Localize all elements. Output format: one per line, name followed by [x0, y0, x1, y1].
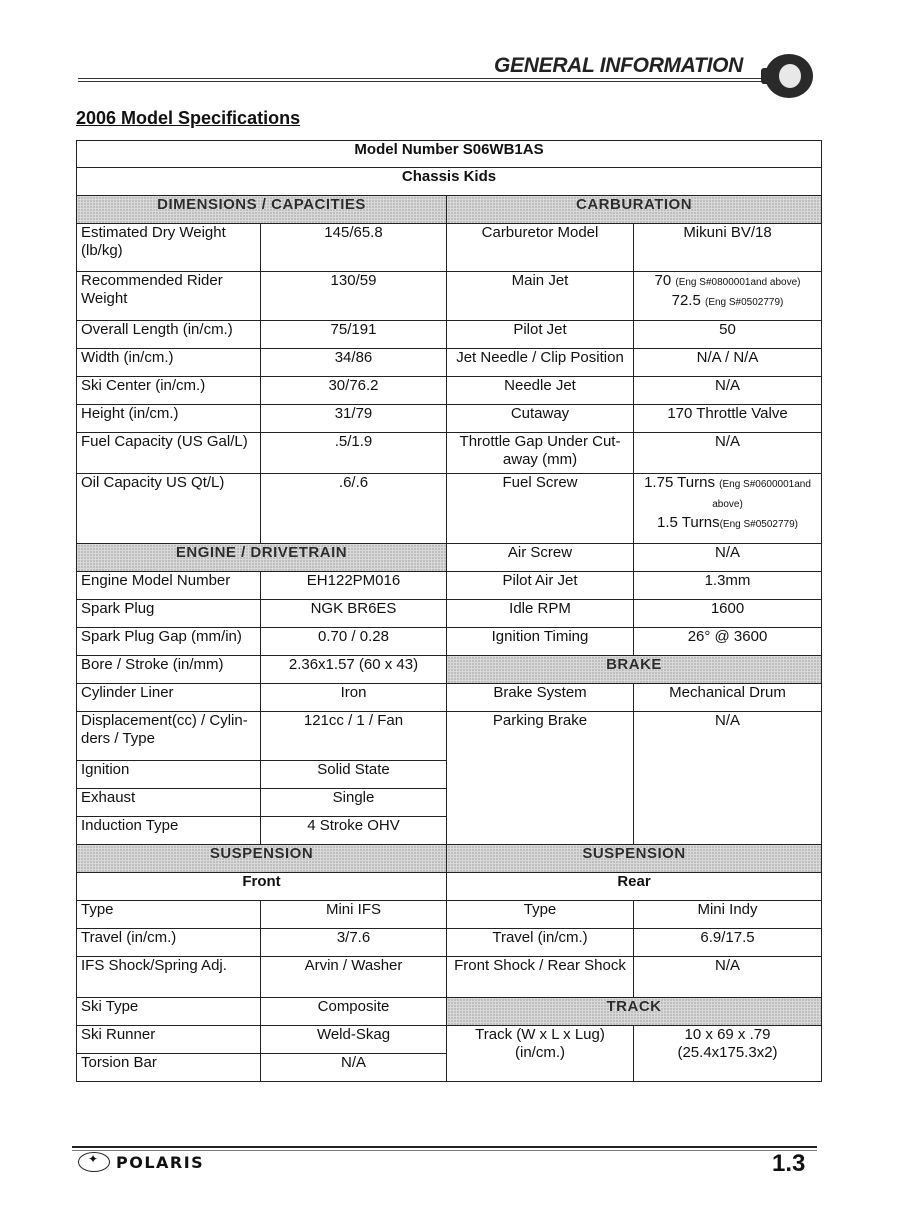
spec-label: Torsion Bar [77, 1054, 261, 1082]
spec-label: Ignition [77, 761, 261, 789]
spec-value: 145/65.8 [261, 224, 447, 272]
spec-label: Width (in/cm.) [77, 349, 261, 377]
spec-value: 3/7.6 [261, 929, 447, 957]
spec-value: 6.9/17.5 [634, 929, 822, 957]
section-suspension-rear: SUSPENSION [447, 845, 822, 873]
spec-label: Jet Needle / Clip Position [447, 349, 634, 377]
spec-label: Spark Plug Gap (mm/in) [77, 628, 261, 656]
spec-value: N/A [634, 377, 822, 405]
spec-value: 170 Throttle Valve [634, 405, 822, 433]
spec-label: Ski Runner [77, 1026, 261, 1054]
spec-label: Cylinder Liner [77, 684, 261, 712]
spec-label: Exhaust [77, 789, 261, 817]
spec-label: Type [77, 901, 261, 929]
spec-label: Overall Length (in/cm.) [77, 321, 261, 349]
spec-label: Spark Plug [77, 600, 261, 628]
spec-value: Solid State [261, 761, 447, 789]
spec-value: Mechanical Drum [634, 684, 822, 712]
header-rule [78, 78, 768, 82]
spec-value: 50 [634, 321, 822, 349]
spec-label: Induction Type [77, 817, 261, 845]
spec-value: NGK BR6ES [261, 600, 447, 628]
polaris-star-icon [78, 1152, 110, 1172]
spec-label: Bore / Stroke (in/mm) [77, 656, 261, 684]
spec-value: 0.70 / 0.28 [261, 628, 447, 656]
front-heading: Front [77, 873, 447, 901]
section-brake: BRAKE [447, 656, 822, 684]
spec-label: Fuel Screw [447, 474, 634, 544]
section-carburation: CARBURATION [447, 196, 822, 224]
spec-value: 1600 [634, 600, 822, 628]
spec-value: 130/59 [261, 272, 447, 321]
spec-label: Cutaway [447, 405, 634, 433]
spec-value: N/A [634, 433, 822, 474]
spec-label: Air Screw [447, 544, 634, 572]
spec-value: 70 (Eng S#0800001and above) 72.5 (Eng S#0502779) [634, 272, 822, 321]
spec-label: Parking Brake [447, 712, 634, 845]
spec-value: 26° @ 3600 [634, 628, 822, 656]
section-dimensions: DIMENSIONS / CAPACITIES [77, 196, 447, 224]
spec-value: 1.3mm [634, 572, 822, 600]
page-number: 1.3 [772, 1150, 806, 1177]
spec-value: Mini IFS [261, 901, 447, 929]
section-suspension-front: SUSPENSION [77, 845, 447, 873]
spec-label: Engine Model Number [77, 572, 261, 600]
spec-label: Recommended Rider Weight [77, 272, 261, 321]
spec-label: Ski Type [77, 998, 261, 1026]
spec-value: .6/.6 [261, 474, 447, 544]
spec-label: Pilot Jet [447, 321, 634, 349]
spec-table [76, 140, 822, 1082]
section-header-title: GENERAL INFORMATION [494, 54, 744, 77]
spec-value: 10 x 69 x .79 (25.4x175.3x2) [634, 1026, 822, 1082]
spec-value: .5/1.9 [261, 433, 447, 474]
spec-label: Type [447, 901, 634, 929]
section-track: TRACK [447, 998, 822, 1026]
spec-value: Single [261, 789, 447, 817]
rear-heading: Rear [447, 873, 822, 901]
spec-label: Idle RPM [447, 600, 634, 628]
spec-label: Front Shock / Rear Shock [447, 957, 634, 998]
spec-value: 2.36x1.57 (60 x 43) [261, 656, 447, 684]
brand-name: POLARIS [116, 1152, 205, 1172]
spec-value: Arvin / Washer [261, 957, 447, 998]
spec-value: N/A / N/A [634, 349, 822, 377]
spec-value: 30/76.2 [261, 377, 447, 405]
spec-value: 34/86 [261, 349, 447, 377]
spec-label: Travel (in/cm.) [77, 929, 261, 957]
page-title: 2006 Model Specifications [76, 108, 301, 128]
spec-value: 1.75 Turns (Eng S#0600001and above) 1.5 Turns(Eng S#0502779) [634, 474, 822, 544]
spec-value: 4 Stroke OHV [261, 817, 447, 845]
spec-label: Ignition Timing [447, 628, 634, 656]
section-engine: ENGINE / DRIVETRAIN [77, 544, 447, 572]
spec-value: Weld-Skag [261, 1026, 447, 1054]
spec-label: Throttle Gap Under Cut-away (mm) [447, 433, 634, 474]
spec-label: Track (W x L x Lug) (in/cm.) [447, 1026, 634, 1082]
spec-label: Travel (in/cm.) [447, 929, 634, 957]
spec-value: EH122PM016 [261, 572, 447, 600]
spec-label: Ski Center (in/cm.) [77, 377, 261, 405]
spec-label: Displacement(cc) / Cylin-ders / Type [77, 712, 261, 761]
spec-value: N/A [634, 544, 822, 572]
spec-label: Needle Jet [447, 377, 634, 405]
footer-rule [72, 1146, 817, 1148]
spec-label: IFS Shock/Spring Adj. [77, 957, 261, 998]
polaris-logo [78, 1152, 204, 1172]
spec-label: Estimated Dry Weight (lb/kg) [77, 224, 261, 272]
spec-label: Pilot Air Jet [447, 572, 634, 600]
spec-label: Height (in/cm.) [77, 405, 261, 433]
spec-label: Fuel Capacity (US Gal/L) [77, 433, 261, 474]
spec-value: N/A [634, 957, 822, 998]
spec-label: Carburetor Model [447, 224, 634, 272]
spec-value: N/A [634, 712, 822, 845]
spec-value: 31/79 [261, 405, 447, 433]
spec-value: Composite [261, 998, 447, 1026]
spec-value: Mini Indy [634, 901, 822, 929]
spec-label: Brake System [447, 684, 634, 712]
spec-value: Iron [261, 684, 447, 712]
footer-rule-thin [72, 1150, 817, 1151]
spec-value: 75/191 [261, 321, 447, 349]
spec-label: Main Jet [447, 272, 634, 321]
spec-value: 121cc / 1 / Fan [261, 712, 447, 761]
model-name: Chassis Kids [77, 168, 822, 196]
chapter-tab-icon [765, 54, 813, 98]
spec-value: N/A [261, 1054, 447, 1082]
spec-value: Mikuni BV/18 [634, 224, 822, 272]
spec-label: Oil Capacity US Qt/L) [77, 474, 261, 544]
model-number: Model Number S06WB1AS [77, 141, 822, 168]
